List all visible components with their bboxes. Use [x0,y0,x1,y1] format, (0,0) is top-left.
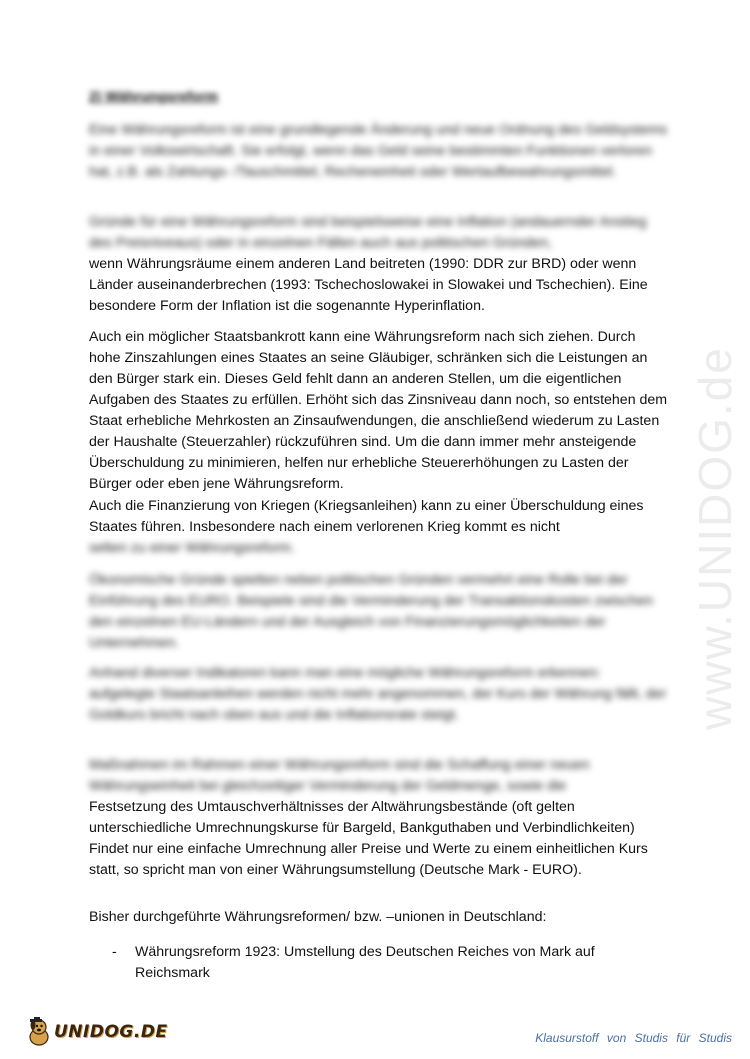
footer-slogan: Klausurstoff von Studis für Studis [535,1031,732,1045]
list-dash: - [112,944,117,960]
paragraph-war-financing-blurred: selten zu einer Währungsreform. [89,540,295,556]
paragraph-reasons-blurred: Gründe für eine Währungsreform sind beispielsweise eine Inflation (andauernder Anstieg des Preisniveaus) oder in einzelnen Fällen auch aus politischen Gründen, [89,214,647,251]
paragraph-state-bankruptcy: Auch ein möglicher Staatsbankrott kann eine Währungsreform nach sich ziehen. Durch hohe Zinszahlungen eines Staates an seine Gläubiger, schränken sich die Leistungen an den Bürger stark ein. Dieses Geld fehlt dann an anderen Stellen, um die eigentlichen Aufgaben des Staates zu erfüllen. Erhöht sich das Zinsniveau dann noch, so entstehen dem Staat erhebliche Mehrkosten an Zinsaufwendungen, die anschließend wiederum zu Lasten der Haushalte (Steuerzahler) rückzuführen sind. Um die dann immer mehr ansteigende Überschuldung zu minimieren, helfen nur erhebliche Steuererhöhungen zu Lasten der Bürger oder eben jene Währungsreform. [89,329,668,492]
watermark-text: www.UNIDOG.de [689,346,741,730]
paragraph-measures-blurred: Maßnahmen im Rahmen einer Währungsreform sind die Schaffung einer neuen Währungseinheit bei gleichzeitiger Verminderung der Geldmenge, sowie die [89,757,590,794]
paragraph-euro-reasons: Ökonomische Gründe spielten neben politischen Gründen vermehrt eine Rolle bei der Einführung des EURO. Beispiele sind die Verminderung der Transaktionskosten zwischen den einzelnen EU-Ländern und der Ausgleich von Finanzierungsmöglichkeiten der Unternehmen. [89,572,653,651]
paragraph-measures: Festsetzung des Umtauschverhältnisses der Altwährungsbestände (oft gelten unterschiedliche Umrechnungskurse für Bargeld, Bankguthaben und Verbindlichkeiten) Findet nur eine einfache Umrechnung aller Preise und Werte zu einem einheitlichen Kurs statt, so spricht man von einer Währungsumstellung (Deutsche Mark - EURO). [89,799,648,878]
section-heading: 2) Währungsreform [89,88,219,104]
paragraph-reasons: wenn Währungsräume einem anderen Land beitreten (1990: DDR zur BRD) oder wenn Länder auseinanderbrechen (1993: Tschechoslowakei in Slowakei und Tschechien). Eine besondere Form der Inflation ist die sogenannte Hyperinflation. [89,256,648,314]
paragraph-definition: Eine Währungsreform ist eine grundlegende Änderung und neue Ordnung des Geldsystems in einer Volkswirtschaft. Sie erfolgt, wenn das Geld seine bestimmten Funktionen verloren hat, z.B. als Zahlungs- /Tauschmittel, Recheneinheit oder Wertaufbewahrungsmittel. [89,122,668,180]
list-item [112,942,672,984]
paragraph-war-financing: Auch die Finanzierung von Kriegen (Kriegsanleihen) kann zu einer Überschuldung eines Staates führen. Insbesondere nach einem verlorenen Krieg kommt es nicht [89,498,644,535]
footer-logo[interactable] [26,1016,168,1048]
dog-mascot-icon [26,1017,52,1047]
paragraph-reforms-intro: Bisher durchgeführte Währungsreformen/ bzw. –unionen in Deutschland: [89,909,547,925]
list-item-text: Währungsreform 1923: Umstellung des Deutschen Reiches von Mark auf Reichsmark [135,944,595,981]
paragraph-indicators: Anhand diverser Indikatoren kann man eine mögliche Währungsreform erkennen: aufgelegte Staatsanleihen werden nicht mehr angenommen, der Kurs der Währung fällt, der Goldkurs bricht nach oben aus und die Inflationsrate steigt. [89,665,667,723]
logo-wordmark: UNIDOG.DE [54,1022,168,1042]
